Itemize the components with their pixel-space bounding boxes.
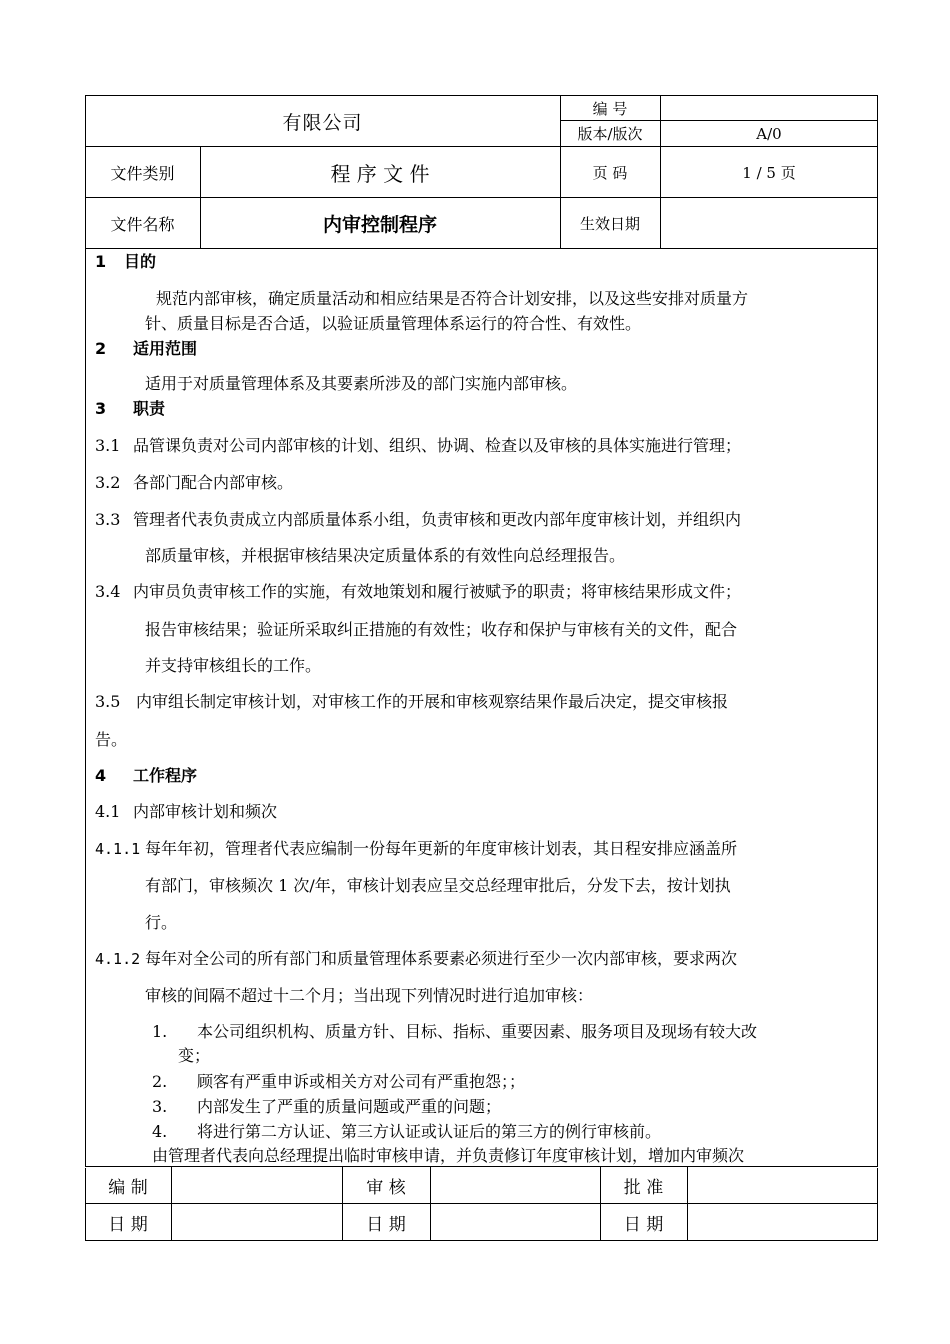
list-item-text: 变； xyxy=(178,1046,211,1065)
paragraph-line: 审核的间隔不超过十二个月；当出现下列情况时进行追加审核： xyxy=(145,986,594,1005)
footer-divider xyxy=(687,1166,688,1241)
section-title: 工作程序 xyxy=(133,766,198,785)
item-number: 3.5 xyxy=(95,692,121,711)
list-item-text: 将进行第二方认证、第三方认证或认证后的第三方的例行审核前。 xyxy=(197,1122,662,1141)
version-label: 版本/版次 xyxy=(577,125,643,143)
prepared-by-label: 编 制 xyxy=(108,1177,148,1198)
document-name-value: 内审控制程序 xyxy=(322,213,437,236)
approved-by-label: 批 准 xyxy=(623,1177,664,1198)
list-item-text: 内部发生了严重的质量问题或严重的问题； xyxy=(197,1097,502,1116)
item-number: 3.2 xyxy=(95,473,121,492)
document-number-value xyxy=(660,96,878,120)
section-number: 2 xyxy=(95,339,107,358)
header-divider xyxy=(85,248,878,249)
paragraph-line: 告。 xyxy=(95,730,128,749)
version-value: A/0 xyxy=(756,124,782,143)
list-item-number: 4. xyxy=(152,1122,168,1141)
section-title: 适用范围 xyxy=(133,339,198,358)
section-number: 1 xyxy=(95,252,107,271)
effective-date-value xyxy=(660,198,878,248)
paragraph-line: 报告审核结果；验证所采取纠正措施的有效性；收存和保护与审核有关的文件，配合 xyxy=(145,620,738,639)
list-item-text: 本公司组织机构、质量方针、目标、指标、重要因素、服务项目及现场有较大改 xyxy=(197,1022,758,1041)
paragraph-line: 各部门配合内部审核。 xyxy=(133,473,294,492)
document-name-label: 文件名称 xyxy=(110,214,175,234)
paragraph-line: 内审员负责审核工作的实施，有效地策划和履行被赋予的职责；将审核结果形成文件； xyxy=(133,582,742,601)
paragraph-line: 管理者代表负责成立内部质量体系小组，负责审核和更改内部年度审核计划，并组织内 xyxy=(133,510,742,529)
section-title: 职责 xyxy=(133,399,166,418)
section-title: 目的 xyxy=(124,252,157,271)
item-number: 3.3 xyxy=(95,510,121,529)
category-label: 文件类别 xyxy=(110,163,175,183)
list-item-number: 1. xyxy=(152,1022,168,1041)
item-number: 4.1.2 xyxy=(95,950,141,968)
subsection-title: 内部审核计划和频次 xyxy=(133,802,278,821)
paragraph-line: 由管理者代表向总经理提出临时审核申请，并负责修订年度审核计划，增加内审频次 xyxy=(152,1146,745,1165)
footer-divider xyxy=(85,1203,878,1204)
paragraph-line: 部质量审核，并根据审核结果决定质量体系的有效性向总经理报告。 xyxy=(145,546,626,565)
paragraph-line: 内审组长制定审核计划，对审核工作的开展和审核观察结果作最后决定，提交审核报 xyxy=(136,692,729,711)
list-item-text: 顾客有严重申诉或相关方对公司有严重抱怨；； xyxy=(197,1072,526,1091)
item-number: 3.4 xyxy=(95,582,121,601)
category-value: 程 序 文 件 xyxy=(330,161,430,186)
footer-divider xyxy=(171,1166,172,1241)
paragraph-line: 并支持审核组长的工作。 xyxy=(145,656,322,675)
footer-divider xyxy=(430,1166,431,1241)
date-label: 日 期 xyxy=(108,1214,148,1235)
paragraph-line: 品管课负责对公司内部审核的计划、组织、协调、检查以及审核的具体实施进行管理； xyxy=(133,436,742,455)
footer-divider xyxy=(85,1166,878,1168)
paragraph-line: 针、质量目标是否合适，以验证质量管理体系运行的符合性、有效性。 xyxy=(145,314,642,333)
list-item-number: 2. xyxy=(152,1072,168,1091)
paragraph-line: 规范内部审核，确定质量活动和相应结果是否符合计划安排，以及这些安排对质量方 xyxy=(156,289,749,308)
page-label: 页 码 xyxy=(592,163,628,182)
item-number: 4.1 xyxy=(95,802,121,821)
document-number-label: 编 号 xyxy=(592,99,628,118)
section-number: 4 xyxy=(95,766,107,785)
date-label: 日 期 xyxy=(366,1214,406,1235)
date-label: 日 期 xyxy=(623,1214,664,1235)
page-value: 1 / 5 页 xyxy=(742,163,796,182)
paragraph-line: 行。 xyxy=(145,913,178,932)
list-item-number: 3. xyxy=(152,1097,168,1116)
item-number: 3.1 xyxy=(95,436,121,455)
paragraph-line: 每年对全公司的所有部门和质量管理体系要素必须进行至少一次内部审核，要求两次 xyxy=(145,949,738,968)
paragraph-line: 每年年初，管理者代表应编制一份每年更新的年度审核计划表，其日程安排应涵盖所 xyxy=(145,839,738,858)
item-number: 4.1.1 xyxy=(95,840,141,858)
paragraph-line: 适用于对质量管理体系及其要素所涉及的部门实施内部审核。 xyxy=(145,374,578,393)
reviewed-by-label: 审 核 xyxy=(366,1177,406,1198)
paragraph-line: 有部门，审核频次 1 次/年，审核计划表应呈交总经理审批后，分发下去，按计划执 xyxy=(145,876,731,895)
section-number: 3 xyxy=(95,399,107,418)
company-name: 有限公司 xyxy=(282,111,363,134)
effective-date-label: 生效日期 xyxy=(579,214,640,233)
